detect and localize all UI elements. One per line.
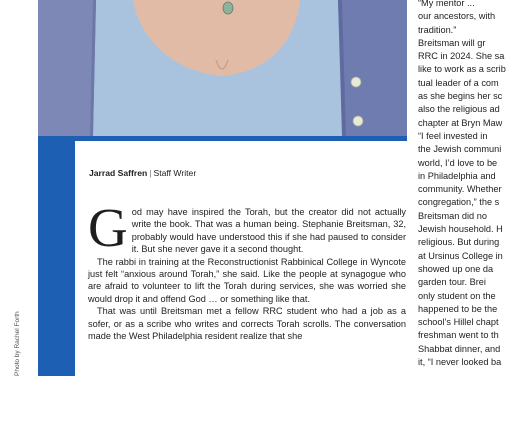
cardigan-button-1 <box>351 77 361 87</box>
column-line: Jewish household. H <box>418 224 503 235</box>
drop-cap: G <box>88 197 128 258</box>
column-line: community. Whether <box>418 184 502 195</box>
article-photo <box>38 0 407 136</box>
column-line: Shabbat dinner, and <box>418 343 501 354</box>
column-line: it, “I never looked ba <box>418 357 502 368</box>
column-line: our ancestors, with <box>418 11 496 22</box>
photo-credit: Photo by Rachel Forth <box>14 311 21 376</box>
paragraph-1-text: od may have inspired the Torah, but the creator did not actually write the book. That was a human being. Stephanie Breitsman, 32, probably would have understood this if she had paused to consider it. But she never gave it a second thought. <box>131 207 406 255</box>
column-line: tradition.” <box>418 24 457 35</box>
column-line: tual leader of a com <box>418 77 499 88</box>
column-line: congregation,” the s <box>418 197 500 208</box>
column-line: freshman went to th <box>418 330 499 341</box>
article-paragraph-1 <box>88 197 406 258</box>
article-body <box>88 197 406 342</box>
column-line: Breitsman did no <box>418 210 487 221</box>
next-column <box>418 0 512 369</box>
column-line: garden tour. Brei <box>418 277 486 288</box>
column-line: only student on the <box>418 290 496 301</box>
column-line: also the religious ad <box>418 104 500 115</box>
column-line: “I feel invested in <box>418 130 488 141</box>
column-line: religious. But during <box>418 237 500 248</box>
column-line: the Jewish communi <box>418 144 502 155</box>
cardigan-right <box>338 0 407 136</box>
photo-illustration <box>38 0 407 136</box>
article-paragraph-2: The rabbi in training at the Reconstructionist Rabbinical College in Wyncote just felt “anxious around Torah,” she said. Like the people at synagogue who are afraid to volunteer to lift the Torah during services, she was worried she would drop it and offend God … or something like that. <box>88 256 406 304</box>
column-line: Breitsman will gr <box>418 37 486 48</box>
cardigan-button-2 <box>353 116 363 126</box>
author-role: Staff Writer <box>153 168 197 178</box>
column-line: in Philadelphia and <box>418 170 496 181</box>
byline-separator: | <box>149 168 152 178</box>
column-line: RRC in 2024. She sa <box>418 51 505 62</box>
byline <box>89 168 196 178</box>
column-line: as she begins her sc <box>418 91 503 102</box>
column-line: chapter at Bryn Maw <box>418 117 503 128</box>
pendant <box>223 2 233 14</box>
column-line: showed up one da <box>418 263 494 274</box>
accent-bar-horizontal <box>38 136 407 141</box>
column-line: like to work as a scrib <box>418 64 506 75</box>
column-line: happened to be the <box>418 303 498 314</box>
accent-bar-vertical <box>38 136 75 376</box>
article-paragraph-3: That was until Breitsman met a fellow RRC student who had a job as a sofer, or as a scribe who writes and corrects Torah scrolls. The conversation made the West Philadelphia resident realize that she <box>88 306 406 342</box>
column-line: at Ursinus College in <box>418 250 503 261</box>
column-line: world, I’d love to be <box>418 157 498 168</box>
column-line: school’s Hillel chapt <box>418 317 499 328</box>
column-line: “My mentor ... <box>418 0 475 8</box>
author-name: Jarrad Saffren <box>89 168 148 178</box>
